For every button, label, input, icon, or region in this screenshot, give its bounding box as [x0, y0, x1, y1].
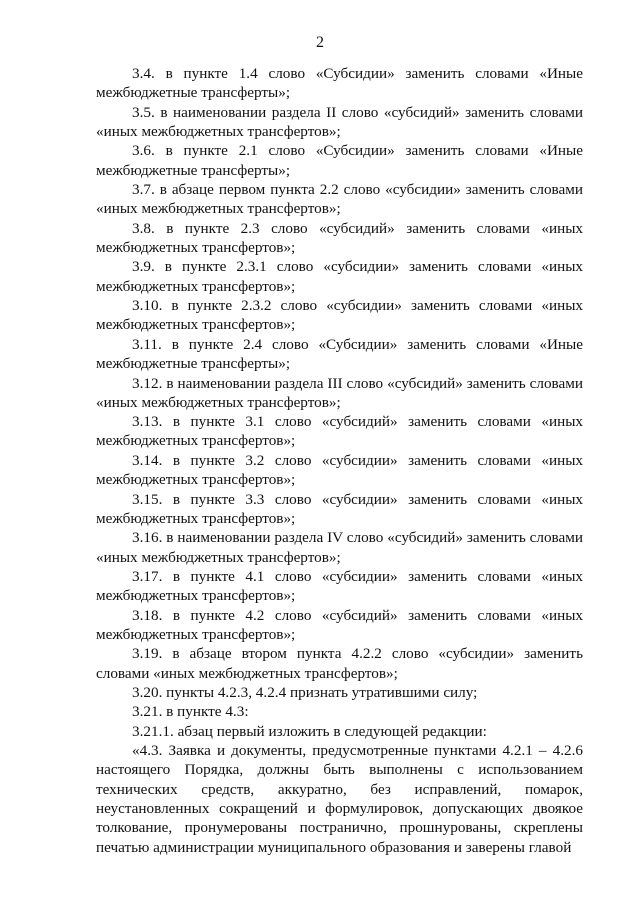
document-body — [96, 64, 583, 857]
paragraph: 3.15. в пункте 3.3 слово «субсидии» заменить словами «иных межбюджетных трансфертов»; — [96, 490, 583, 527]
paragraph: 3.11. в пункте 2.4 слово «Субсидии» заменить словами «Иные межбюджетные трансферты»; — [96, 335, 583, 373]
page-number: 2 — [316, 34, 324, 51]
paragraph: 3.17. в пункте 4.1 слово «субсидии» заменить словами «иных межбюджетных трансфертов»; — [96, 567, 583, 605]
paragraph: 3.5. в наименовании раздела II слово «субсидий» заменить словами «иных межбюджетных трансфертов»; — [96, 103, 583, 140]
paragraph: 3.7. в абзаце первом пункта 2.2 слово «субсидии» заменить словами «иных межбюджетных трансфертов»; — [96, 181, 583, 218]
paragraph: 3.18. в пункте 4.2 слово «субсидий» заменить словами «иных межбюджетных трансфертов»; — [96, 606, 583, 643]
paragraph: 3.14. в пункте 3.2 слово «субсидии» заменить словами «иных межбюджетных трансфертов»; — [96, 451, 583, 489]
paragraph: 3.13. в пункте 3.1 слово «субсидий» заменить словами «иных межбюджетных трансфертов»; — [96, 413, 583, 450]
paragraph: 3.10. в пункте 2.3.2 слово «субсидии» заменить словами «иных межбюджетных трансфертов»; — [96, 297, 583, 334]
paragraph: 3.8. в пункте 2.3 слово «субсидий» заменить словами «иных межбюджетных трансфертов»; — [96, 219, 583, 257]
paragraph: 3.12. в наименовании раздела III слово «субсидий» заменить словами «иных межбюджетных трансфертов»; — [96, 374, 583, 411]
paragraph: 3.9. в пункте 2.3.1 слово «субсидии» заменить словами «иных межбюджетных трансфертов»; — [96, 258, 583, 295]
paragraph: 3.20. пункты 4.2.3, 4.2.4 признать утратившими силу; — [132, 684, 478, 701]
paragraph: 3.6. в пункте 2.1 слово «Субсидии» заменить словами «Иные межбюджетные трансферты»; — [96, 142, 583, 179]
paragraph: 3.16. в наименовании раздела IV слово «субсидий» заменить словами «иных межбюджетных трансфертов»; — [96, 529, 583, 566]
paragraph: 3.21.1. абзац первый изложить в следующей редакции: — [132, 722, 487, 740]
paragraph: 3.19. в абзаце втором пункта 4.2.2 слово «субсидии» заменить словами «иных межбюджетных трансфертов»; — [96, 645, 583, 682]
paragraph: «4.3. Заявка и документы, предусмотренные пунктами 4.2.1 – 4.2.6 настоящего Порядка, должны быть выполнены с использованием технических средств, аккуратно, без исправлений, помарок, неустановленных сокращений и формулировок, допускающих двоякое толкование, пронумерованы постранично, прошнурованы, скреплены печатью администрации муниципального образования и заверены главой — [96, 742, 583, 856]
paragraph: 3.4. в пункте 1.4 слово «Субсидии» заменить словами «Иные межбюджетные трансферты»; — [96, 65, 583, 102]
paragraph: 3.21. в пункте 4.3: — [132, 703, 249, 721]
